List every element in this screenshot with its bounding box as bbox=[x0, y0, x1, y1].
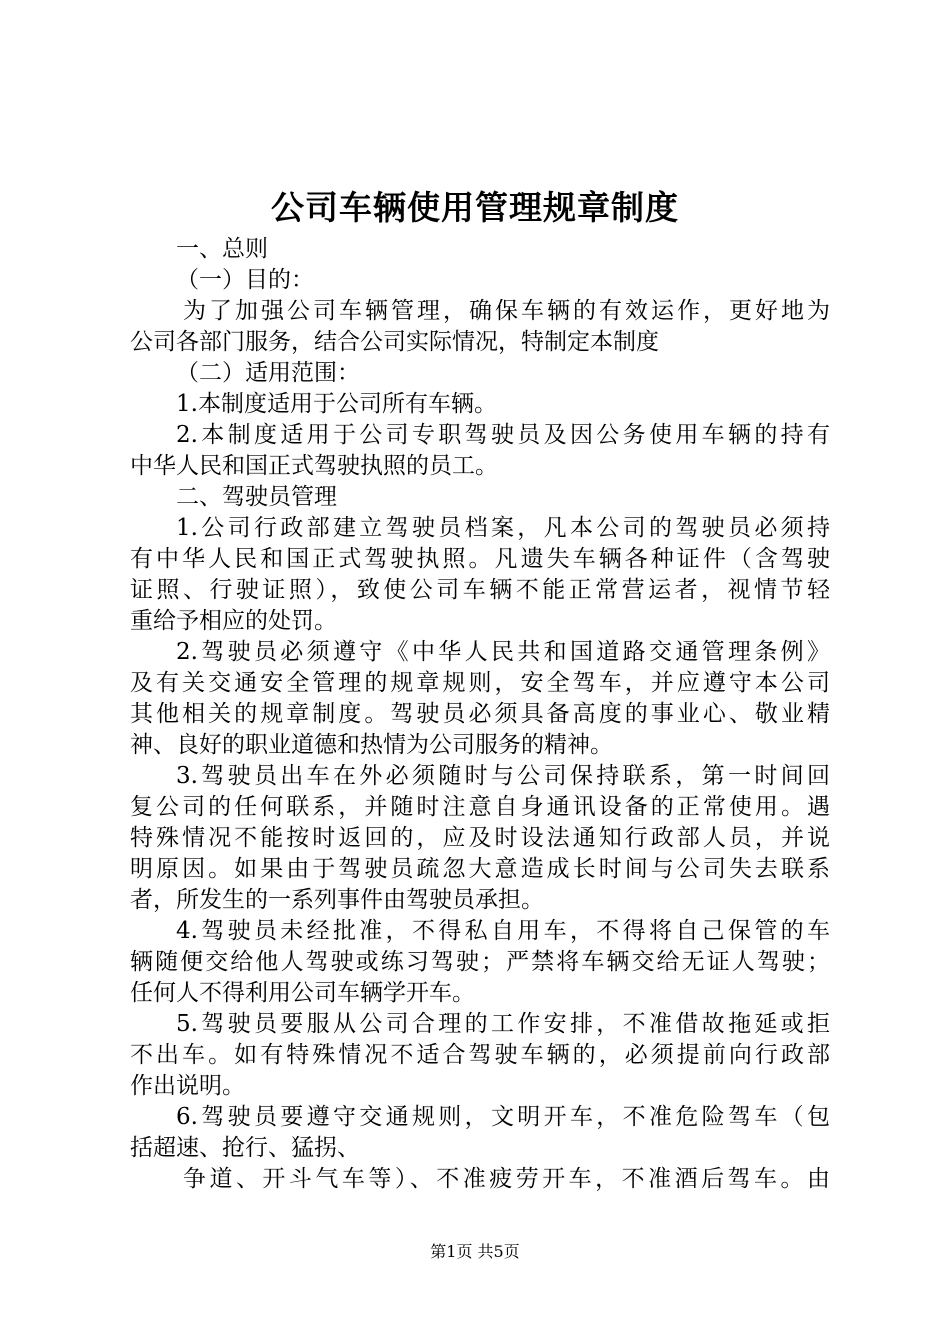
paragraph-line: 特殊情况不能按时返回的，应及时设法通知行政部人员，并说 bbox=[130, 825, 830, 851]
paragraph-line: 1.公司行政部建立驾驶员档案，凡本公司的驾驶员必须持 bbox=[176, 515, 830, 541]
subsection-heading: （一）目的： bbox=[176, 267, 314, 293]
paragraph-line: 复公司的任何联系，并随时注意自身通讯设备的正常使用。遇 bbox=[130, 794, 830, 820]
paragraph-line: 为了加强公司车辆管理，确保车辆的有效运作，更好地为 bbox=[183, 298, 830, 324]
paragraph-line: 者，所发生的一系列事件由驾驶员承担。 bbox=[130, 887, 544, 913]
subsection-heading: （二）适用范围： bbox=[176, 360, 360, 386]
paragraph-line: 证照、行驶证照），致使公司车辆不能正常营运者，视情节轻 bbox=[130, 577, 830, 603]
paragraph-line: 其他相关的规章制度。驾驶员必须具备高度的事业心、敬业精 bbox=[130, 701, 830, 727]
document-body bbox=[130, 234, 830, 1195]
paragraph-line: 括超速、抢行、猛拐、 bbox=[130, 1135, 360, 1161]
paragraph-line: 1.本制度适用于公司所有车辆。 bbox=[176, 391, 497, 417]
paragraph-line: 不出车。如有特殊情况不适合驾驶车辆的，必须提前向行政部 bbox=[130, 1042, 830, 1068]
paragraph-line: 公司各部门服务，结合公司实际情况，特制定本制度 bbox=[130, 329, 659, 355]
paragraph-line: 4.驾驶员未经批准，不得私自用车，不得将自己保管的车 bbox=[176, 918, 830, 944]
paragraph-line: 神、良好的职业道德和热情为公司服务的精神。 bbox=[130, 732, 613, 758]
paragraph-line: 争道、开斗气车等）、不准疲劳开车，不准酒后驾车。由 bbox=[183, 1166, 830, 1192]
paragraph-line: 辆随便交给他人驾驶或练习驾驶；严禁将车辆交给无证人驾驶； bbox=[130, 949, 830, 975]
paragraph-line: 2.驾驶员必须遵守《中华人民共和国道路交通管理条例》 bbox=[176, 639, 830, 665]
paragraph-line: 中华人民和国正式驾驶执照的员工。 bbox=[130, 453, 498, 479]
paragraph-line: 6.驾驶员要遵守交通规则，文明开车，不准危险驾车（包 bbox=[176, 1104, 830, 1130]
paragraph-line: 明原因。如果由于驾驶员疏忽大意造成长时间与公司失去联系 bbox=[130, 856, 830, 882]
paragraph-line: 重给予相应的处罚。 bbox=[130, 608, 337, 634]
paragraph-line: 2.本制度适用于公司专职驾驶员及因公务使用车辆的持有 bbox=[176, 422, 830, 448]
paragraph-line: 任何人不得利用公司车辆学开车。 bbox=[130, 980, 475, 1006]
document-title: 公司车辆使用管理规章制度 bbox=[271, 188, 679, 227]
page-number: 第1页 共5页 bbox=[430, 1242, 520, 1261]
paragraph-line: 5.驾驶员要服从公司合理的工作安排，不准借故拖延或拒 bbox=[176, 1011, 830, 1037]
section-heading: 一、总则 bbox=[176, 236, 268, 262]
paragraph-line: 及有关交通安全管理的规章规则，安全驾车，并应遵守本公司 bbox=[130, 670, 830, 696]
section-heading: 二、驾驶员管理 bbox=[176, 484, 337, 510]
paragraph-line: 作出说明。 bbox=[130, 1073, 245, 1099]
paragraph-line: 3.驾驶员出车在外必须随时与公司保持联系，第一时间回 bbox=[176, 763, 830, 789]
paragraph-line: 有中华人民和国正式驾驶执照。凡遗失车辆各种证件（含驾驶 bbox=[130, 546, 830, 572]
